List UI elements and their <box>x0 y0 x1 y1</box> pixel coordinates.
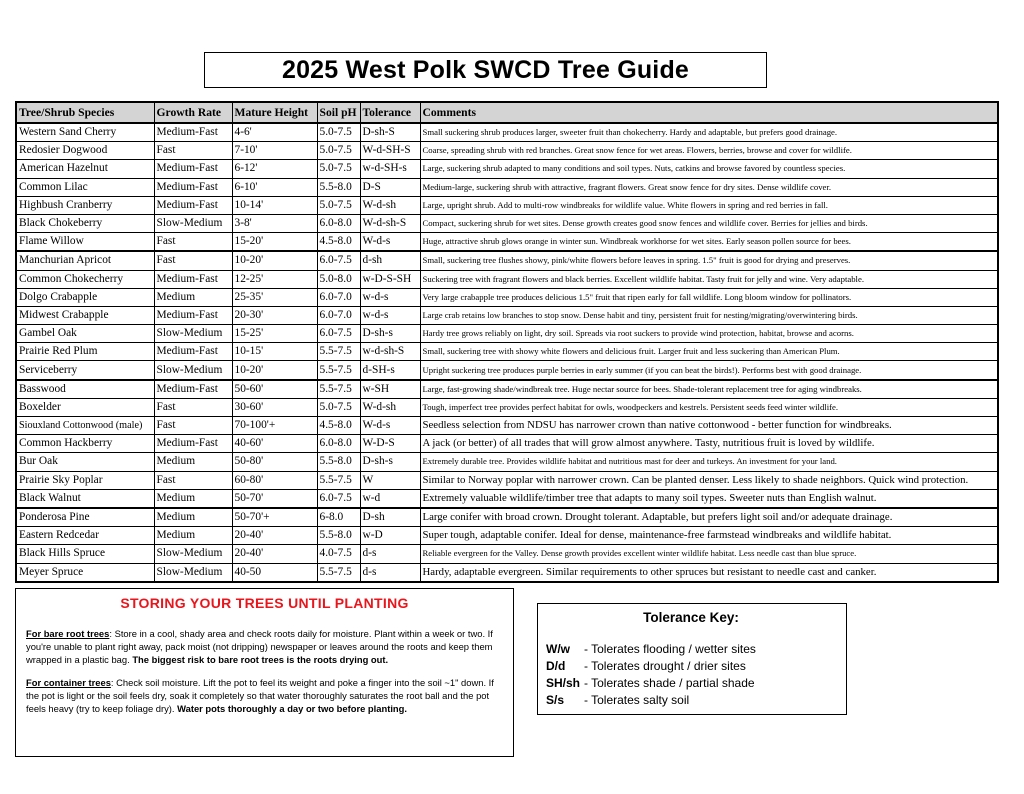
growth-rate-cell: Slow-Medium <box>154 214 232 232</box>
bare-root-paragraph <box>26 627 503 666</box>
tolerance-cell: w-d-sh-S <box>360 343 420 361</box>
soil-ph-cell: 6.0-7.5 <box>317 251 360 270</box>
tolerance-cell: w-d-SH-s <box>360 160 420 178</box>
growth-rate-cell: Medium-Fast <box>154 435 232 453</box>
comments-cell: Suckering tree with fragrant flowers and black berries. Excellent wildlife habitat. Tasty fruit for jelly and wine. Very adaptable. <box>420 270 998 288</box>
key-desc: - Tolerates drought / drier sites <box>584 659 746 673</box>
comments-cell: Tough, imperfect tree provides perfect habitat for owls, woodpeckers and kestrels. Persistent seeds feed winter wildlife. <box>420 398 998 416</box>
table-row <box>16 214 998 232</box>
growth-rate-cell: Medium-Fast <box>154 178 232 196</box>
species-cell: Common Lilac <box>16 178 154 196</box>
mature-height-cell: 12-25' <box>232 270 317 288</box>
soil-ph-cell: 6.0-8.0 <box>317 214 360 232</box>
tolerance-cell: D-sh-S <box>360 123 420 142</box>
tolerance-cell: W-D-S <box>360 435 420 453</box>
species-cell: Prairie Sky Poplar <box>16 471 154 489</box>
mature-height-cell: 4-6' <box>232 123 317 142</box>
key-desc: - Tolerates shade / partial shade <box>584 676 755 690</box>
table-row <box>16 123 998 142</box>
comments-cell: Coarse, spreading shrub with red branches. Great snow fence for wet areas. Flowers, berries, browse and cover for wildlife. <box>420 142 998 160</box>
table-row <box>16 527 998 545</box>
species-cell: Redosier Dogwood <box>16 142 154 160</box>
growth-rate-cell: Fast <box>154 233 232 252</box>
storage-title: STORING YOUR TREES UNTIL PLANTING <box>120 595 409 611</box>
key-row <box>546 641 836 658</box>
species-cell: Black Hills Spruce <box>16 545 154 563</box>
soil-ph-cell: 6-8.0 <box>317 508 360 527</box>
mature-height-cell: 20-40' <box>232 527 317 545</box>
species-cell: Flame Willow <box>16 233 154 252</box>
tolerance-cell: w-D <box>360 527 420 545</box>
table-row <box>16 160 998 178</box>
growth-rate-cell: Slow-Medium <box>154 563 232 582</box>
growth-rate-cell: Medium-Fast <box>154 380 232 399</box>
table-row <box>16 398 998 416</box>
comments-cell: Upright suckering tree produces purple berries in early summer (if you can beat the birds!). Performs best with good drainage. <box>420 361 998 380</box>
soil-ph-cell: 5.0-7.5 <box>317 123 360 142</box>
growth-rate-cell: Slow-Medium <box>154 545 232 563</box>
tolerance-key-box <box>537 603 847 715</box>
table-row <box>16 361 998 380</box>
growth-rate-cell: Fast <box>154 142 232 160</box>
comments-cell: Large, suckering shrub adapted to many conditions and soil types. Nuts, catkins and browse favored by countless species. <box>420 160 998 178</box>
tree-guide-table <box>15 101 999 583</box>
comments-cell: Extremely durable tree. Provides wildlife habitat and nutritious mast for deer and turkeys. An investment for your land. <box>420 453 998 471</box>
table-row <box>16 325 998 343</box>
growth-rate-cell: Medium-Fast <box>154 270 232 288</box>
soil-ph-cell: 5.5-7.5 <box>317 343 360 361</box>
tolerance-cell: w-d <box>360 489 420 508</box>
tolerance-cell: w-d-s <box>360 306 420 324</box>
species-cell: Serviceberry <box>16 361 154 380</box>
key-code: W/w <box>546 642 570 656</box>
mature-height-cell: 7-10' <box>232 142 317 160</box>
mature-height-cell: 50-60' <box>232 380 317 399</box>
tolerance-cell: w-SH <box>360 380 420 399</box>
soil-ph-cell: 6.0-7.5 <box>317 325 360 343</box>
table-header-row <box>16 102 998 123</box>
table-row <box>16 251 998 270</box>
title-box <box>204 52 767 88</box>
tolerance-cell: W-d-s <box>360 233 420 252</box>
growth-rate-cell: Slow-Medium <box>154 325 232 343</box>
mature-height-cell: 10-20' <box>232 251 317 270</box>
container-text: : Check soil moisture. Lift the pot to feel its weight and poke a finger into the soil ~1" down. If the pot is light or the soil feels dry, soak it completely so that water thoroughly saturates the root ball and the pot feels heavy (try to keep foliage dry). <box>26 677 494 714</box>
table-row <box>16 453 998 471</box>
mature-height-cell: 15-20' <box>232 233 317 252</box>
tolerance-cell: D-sh <box>360 508 420 527</box>
key-row <box>546 675 836 692</box>
comments-cell: Similar to Norway poplar with narrower crown. Can be planted denser. Less likely to shade neighbors. Quick wind protection. <box>420 471 998 489</box>
species-cell: Bur Oak <box>16 453 154 471</box>
table-row <box>16 508 998 527</box>
soil-ph-cell: 5.0-7.5 <box>317 398 360 416</box>
container-paragraph <box>26 676 503 715</box>
comments-cell: Large, upright shrub. Add to multi-row windbreaks for wildlife value. White flowers in spring and red berries in fall. <box>420 196 998 214</box>
tolerance-cell: d-sh <box>360 251 420 270</box>
comments-cell: Very large crabapple tree produces delicious 1.5" fruit that ripen early for fall wildlife. Long bloom window for pollinators. <box>420 288 998 306</box>
species-cell: Common Hackberry <box>16 435 154 453</box>
key-code: D/d <box>546 659 566 673</box>
comments-cell: A jack (or better) of all trades that will grow almost anywhere. Tasty, nutritious fruit is loved by wildlife. <box>420 435 998 453</box>
mature-height-cell: 10-15' <box>232 343 317 361</box>
header-mature-height: Mature Height <box>232 102 317 123</box>
growth-rate-cell: Medium <box>154 527 232 545</box>
soil-ph-cell: 5.5-8.0 <box>317 178 360 196</box>
comments-cell: Reliable evergreen for the Valley. Dense growth provides excellent winter wildlife habitat. Less needle cast than blue spruce. <box>420 545 998 563</box>
species-cell: Siouxland Cottonwood (male) <box>16 417 154 435</box>
comments-cell: Medium-large, suckering shrub with attractive, fragrant flowers. Great snow fence for dry sites. Dense wildlife cover. <box>420 178 998 196</box>
mature-height-cell: 40-50 <box>232 563 317 582</box>
soil-ph-cell: 5.0-8.0 <box>317 270 360 288</box>
header-species: Tree/Shrub Species <box>16 102 154 123</box>
key-code: S/s <box>546 693 565 707</box>
growth-rate-cell: Medium <box>154 288 232 306</box>
mature-height-cell: 50-70' <box>232 489 317 508</box>
species-cell: Manchurian Apricot <box>16 251 154 270</box>
tolerance-cell: W <box>360 471 420 489</box>
soil-ph-cell: 5.5-7.5 <box>317 361 360 380</box>
growth-rate-cell: Medium <box>154 508 232 527</box>
species-cell: Eastern Redcedar <box>16 527 154 545</box>
comments-cell: Compact, suckering shrub for wet sites. Dense growth creates good snow fences and wildlife cover. Berries for jellies and birds. <box>420 214 998 232</box>
soil-ph-cell: 5.5-7.5 <box>317 563 360 582</box>
soil-ph-cell: 5.5-8.0 <box>317 527 360 545</box>
mature-height-cell: 25-35' <box>232 288 317 306</box>
soil-ph-cell: 4.5-8.0 <box>317 417 360 435</box>
key-code: SH/sh <box>546 676 581 690</box>
soil-ph-cell: 5.0-7.5 <box>317 142 360 160</box>
soil-ph-cell: 4.5-8.0 <box>317 233 360 252</box>
soil-ph-cell: 6.0-8.0 <box>317 435 360 453</box>
mature-height-cell: 30-60' <box>232 398 317 416</box>
comments-cell: Small, suckering tree flushes showy, pink/white flowers before leaves in spring. 1.5" fruit is good for drying and preserves. <box>420 251 998 270</box>
species-cell: Basswood <box>16 380 154 399</box>
growth-rate-cell: Fast <box>154 417 232 435</box>
species-cell: Midwest Crabapple <box>16 306 154 324</box>
comments-cell: Hardy, adaptable evergreen. Similar requirements to other spruces but resistant to needle cast and canker. <box>420 563 998 582</box>
soil-ph-cell: 6.0-7.0 <box>317 288 360 306</box>
growth-rate-cell: Fast <box>154 471 232 489</box>
mature-height-cell: 6-12' <box>232 160 317 178</box>
species-cell: Boxelder <box>16 398 154 416</box>
tolerance-cell: D-sh-s <box>360 325 420 343</box>
tolerance-key-title: Tolerance Key: <box>643 610 739 625</box>
header-comments: Comments <box>420 102 998 123</box>
key-desc: - Tolerates flooding / wetter sites <box>584 642 756 656</box>
comments-cell: Super tough, adaptable conifer. Ideal for dense, maintenance-free farmstead windbreaks and wildlife habitat. <box>420 527 998 545</box>
species-cell: Dolgo Crabapple <box>16 288 154 306</box>
soil-ph-cell: 6.0-7.5 <box>317 489 360 508</box>
soil-ph-cell: 5.5-8.0 <box>317 453 360 471</box>
table-row <box>16 233 998 252</box>
species-cell: Highbush Cranberry <box>16 196 154 214</box>
growth-rate-cell: Medium <box>154 489 232 508</box>
key-row <box>546 658 836 675</box>
table-row <box>16 288 998 306</box>
growth-rate-cell: Medium-Fast <box>154 343 232 361</box>
growth-rate-cell: Medium-Fast <box>154 306 232 324</box>
tolerance-cell: d-s <box>360 545 420 563</box>
table-row <box>16 196 998 214</box>
mature-height-cell: 50-70'+ <box>232 508 317 527</box>
tolerance-cell: W-d-sh-S <box>360 214 420 232</box>
comments-cell: Large crab retains low branches to stop snow. Dense habit and tiny, persistent fruit for nesting/migrating/overwintering birds. <box>420 306 998 324</box>
species-cell: Ponderosa Pine <box>16 508 154 527</box>
tolerance-cell: D-S <box>360 178 420 196</box>
species-cell: Western Sand Cherry <box>16 123 154 142</box>
table-row <box>16 380 998 399</box>
soil-ph-cell: 5.0-7.5 <box>317 160 360 178</box>
mature-height-cell: 6-10' <box>232 178 317 196</box>
bare-root-warning: The biggest risk to bare root trees is the roots drying out. <box>132 654 389 665</box>
growth-rate-cell: Medium-Fast <box>154 196 232 214</box>
tolerance-cell: d-s <box>360 563 420 582</box>
container-label: For container trees <box>26 677 111 688</box>
comments-cell: Small, suckering tree with showy white flowers and delicious fruit. Larger fruit and less suckering than American Plum. <box>420 343 998 361</box>
table-row <box>16 563 998 582</box>
table-body <box>16 123 998 582</box>
mature-height-cell: 20-40' <box>232 545 317 563</box>
key-desc: - Tolerates salty soil <box>584 693 690 707</box>
tolerance-cell: D-sh-s <box>360 453 420 471</box>
soil-ph-cell: 5.5-7.5 <box>317 380 360 399</box>
mature-height-cell: 50-80' <box>232 453 317 471</box>
table-row <box>16 471 998 489</box>
species-cell: Meyer Spruce <box>16 563 154 582</box>
table-row <box>16 270 998 288</box>
growth-rate-cell: Slow-Medium <box>154 361 232 380</box>
mature-height-cell: 70-100'+ <box>232 417 317 435</box>
species-cell: Black Walnut <box>16 489 154 508</box>
mature-height-cell: 20-30' <box>232 306 317 324</box>
tolerance-cell: W-d-sh <box>360 196 420 214</box>
tolerance-cell: W-d-sh <box>360 398 420 416</box>
tolerance-cell: d-SH-s <box>360 361 420 380</box>
mature-height-cell: 15-25' <box>232 325 317 343</box>
mature-height-cell: 10-20' <box>232 361 317 380</box>
mature-height-cell: 40-60' <box>232 435 317 453</box>
growth-rate-cell: Medium-Fast <box>154 160 232 178</box>
species-cell: Gambel Oak <box>16 325 154 343</box>
comments-cell: Small suckering shrub produces larger, sweeter fruit than chokecherry. Hardy and adaptable, but prefers good drainage. <box>420 123 998 142</box>
table-row <box>16 545 998 563</box>
tolerance-cell: w-D-S-SH <box>360 270 420 288</box>
soil-ph-cell: 4.0-7.5 <box>317 545 360 563</box>
soil-ph-cell: 6.0-7.0 <box>317 306 360 324</box>
header-soil-ph: Soil pH <box>317 102 360 123</box>
comments-cell: Large, fast-growing shade/windbreak tree. Huge nectar source for bees. Shade-tolerant replacement tree for aging windbreaks. <box>420 380 998 399</box>
header-growth-rate: Growth Rate <box>154 102 232 123</box>
tolerance-cell: w-d-s <box>360 288 420 306</box>
container-warning: Water pots thoroughly a day or two before planting. <box>177 703 407 714</box>
species-cell: Prairie Red Plum <box>16 343 154 361</box>
bare-root-text: : Store in a cool, shady area and check roots daily for moisture. Plant within a week or two. If you're unable to plant right away, pack moist (not dripping) newspaper or leaves around the roots and keep them wrapped in a plastic bag. <box>26 628 493 665</box>
comments-cell: Large conifer with broad crown. Drought tolerant. Adaptable, but prefers light soil and/or adequate drainage. <box>420 508 998 527</box>
key-row <box>546 692 836 709</box>
growth-rate-cell: Fast <box>154 398 232 416</box>
comments-cell: Extremely valuable wildlife/timber tree that adapts to many soil types. Sweeter nuts than English walnut. <box>420 489 998 508</box>
species-cell: Black Chokeberry <box>16 214 154 232</box>
comments-cell: Huge, attractive shrub glows orange in winter sun. Windbreak workhorse for wet sites. Early season pollen source for bees. <box>420 233 998 252</box>
storage-box <box>15 588 514 757</box>
species-cell: Common Chokecherry <box>16 270 154 288</box>
comments-cell: Seedless selection from NDSU has narrower crown than native cottonwood - better function for windbreaks. <box>420 417 998 435</box>
growth-rate-cell: Medium-Fast <box>154 123 232 142</box>
mature-height-cell: 3-8' <box>232 214 317 232</box>
table-row <box>16 178 998 196</box>
table-row <box>16 343 998 361</box>
growth-rate-cell: Medium <box>154 453 232 471</box>
tolerance-cell: W-d-SH-S <box>360 142 420 160</box>
bare-root-label: For bare root trees <box>26 628 110 639</box>
species-cell: American Hazelnut <box>16 160 154 178</box>
comments-cell: Hardy tree grows reliably on light, dry soil. Spreads via root suckers to provide wind protection, habitat, browse and acorns. <box>420 325 998 343</box>
table-row <box>16 417 998 435</box>
header-tolerance: Tolerance <box>360 102 420 123</box>
page-title: 2025 West Polk SWCD Tree Guide <box>281 55 690 84</box>
soil-ph-cell: 5.5-7.5 <box>317 471 360 489</box>
soil-ph-cell: 5.0-7.5 <box>317 196 360 214</box>
table-row <box>16 306 998 324</box>
mature-height-cell: 10-14' <box>232 196 317 214</box>
table-row <box>16 435 998 453</box>
mature-height-cell: 60-80' <box>232 471 317 489</box>
tolerance-cell: W-d-s <box>360 417 420 435</box>
table-row <box>16 142 998 160</box>
growth-rate-cell: Fast <box>154 251 232 270</box>
table-row <box>16 489 998 508</box>
